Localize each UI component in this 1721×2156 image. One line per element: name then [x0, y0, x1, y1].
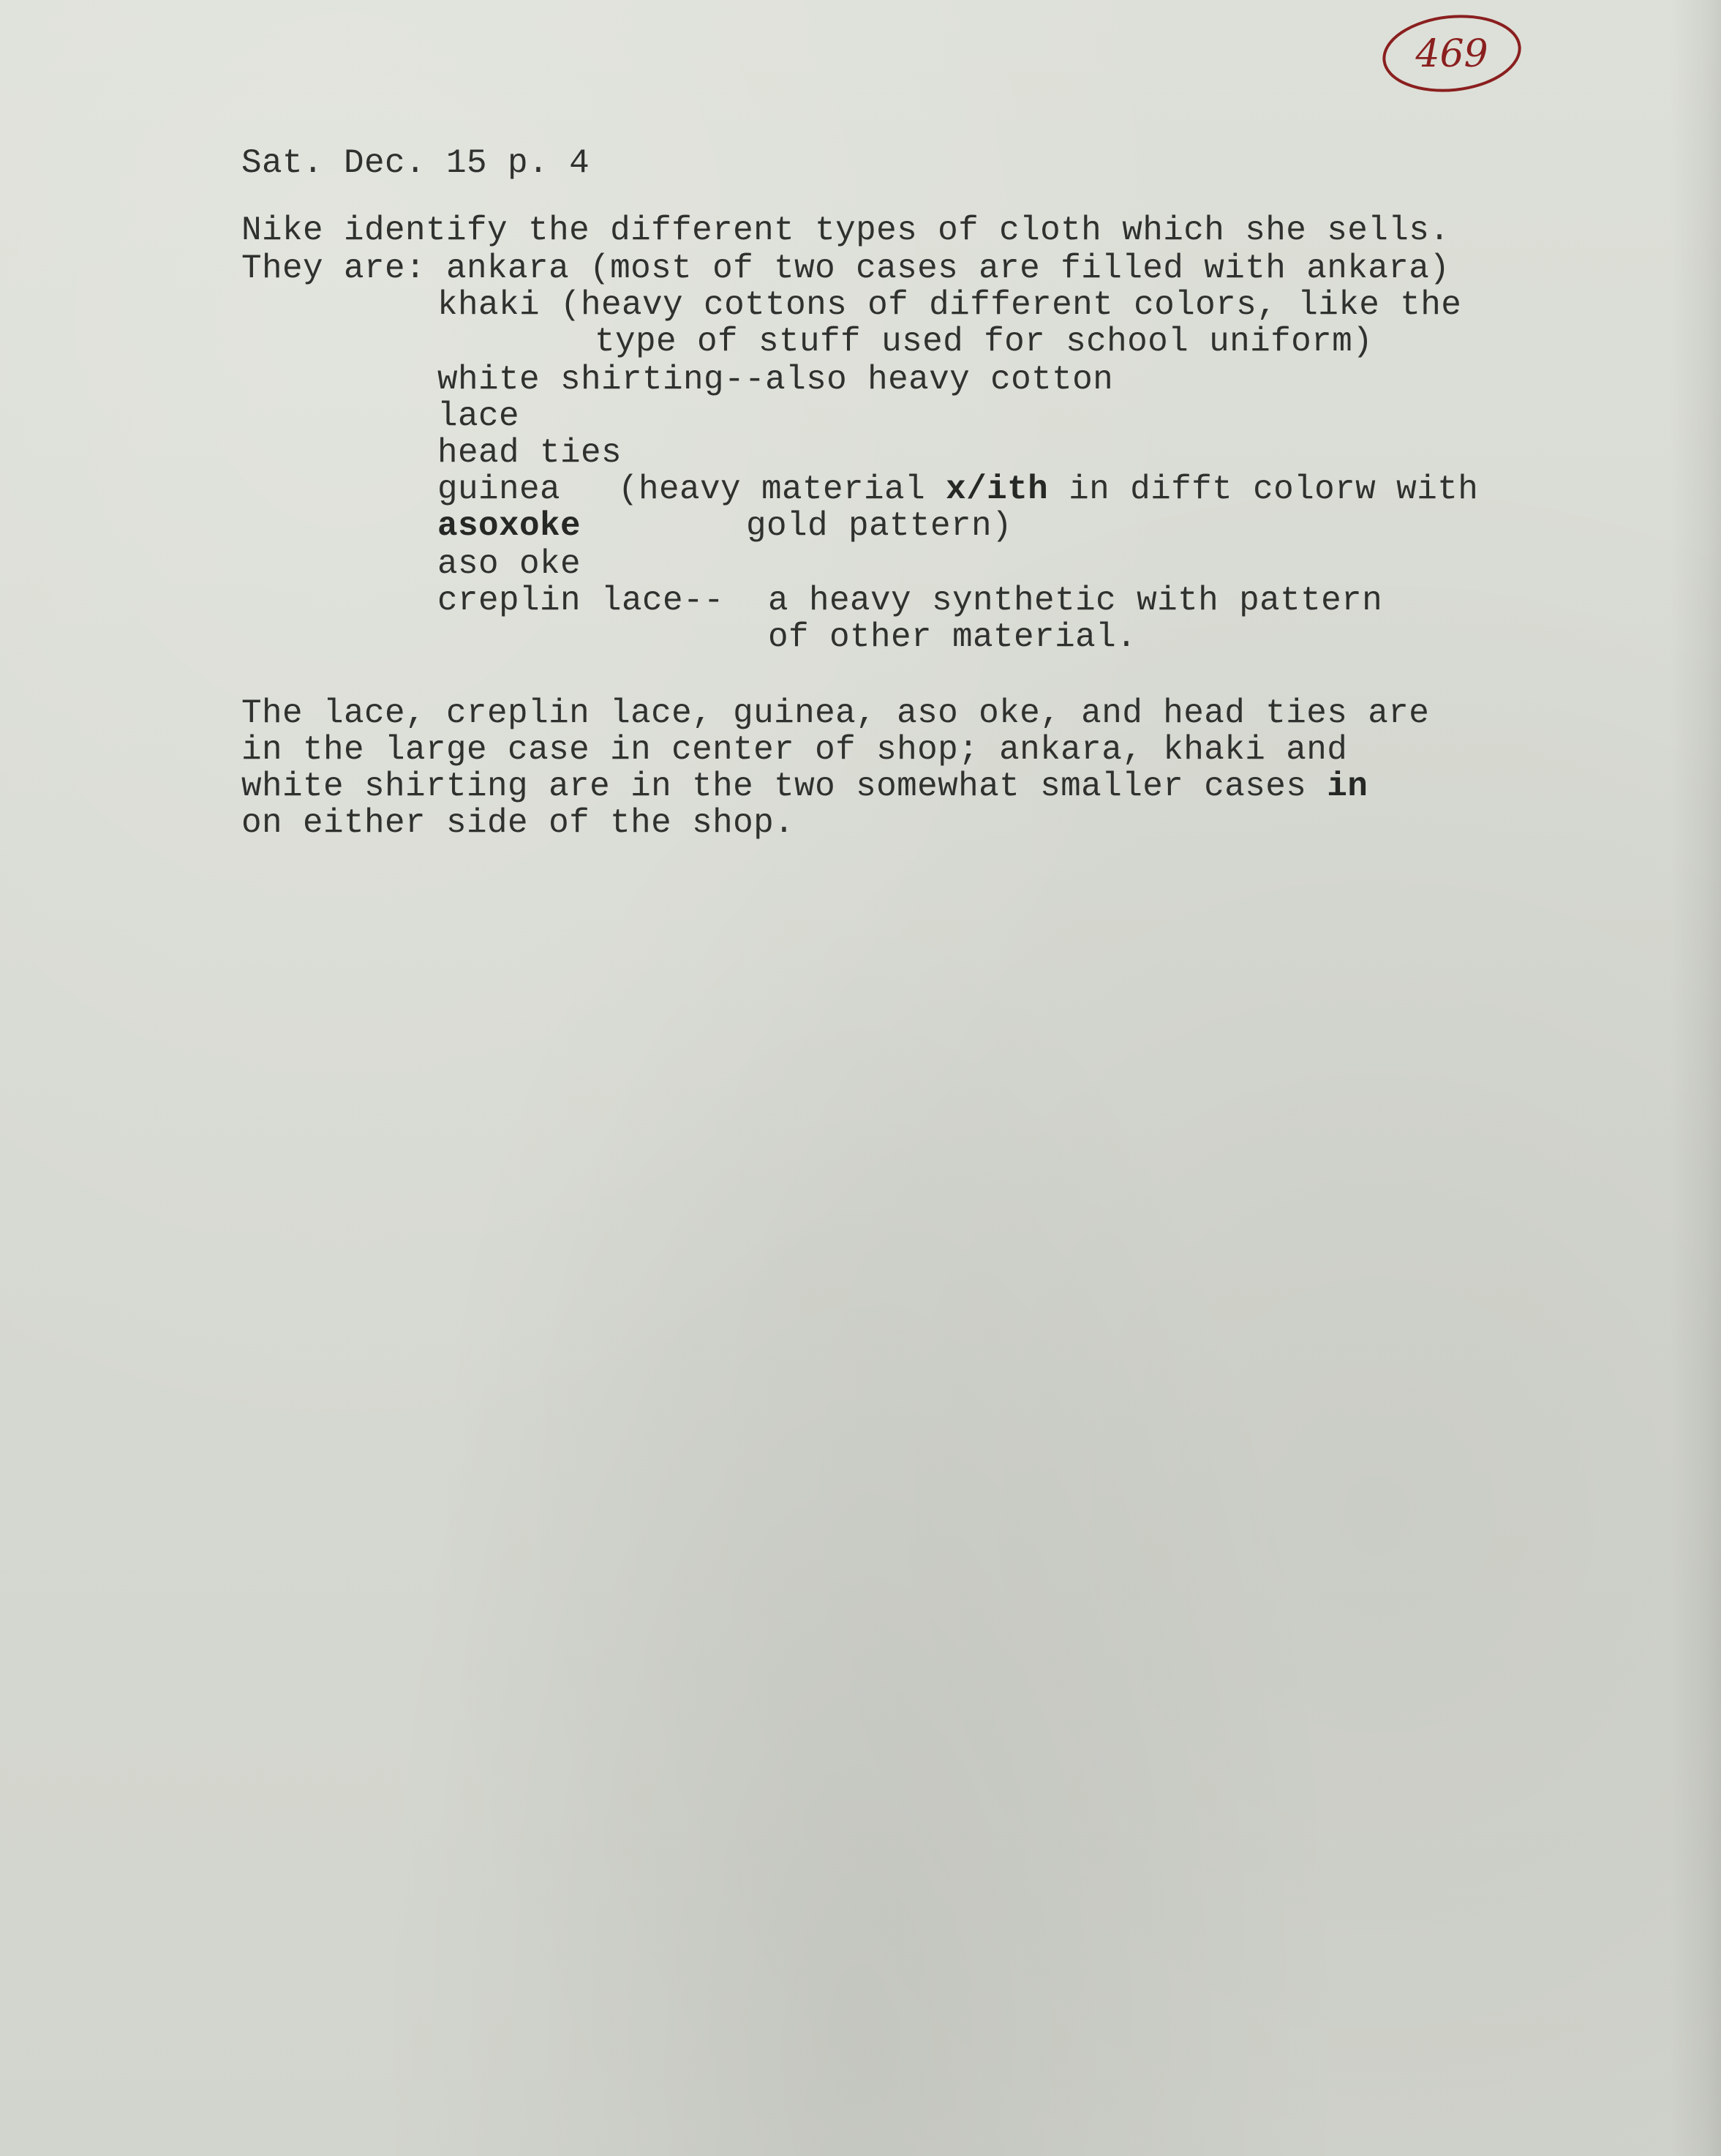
list-item-khaki-cont: type of stuff used for school uniform)	[595, 323, 1374, 361]
creplin-description-cont: of other material.	[768, 618, 1137, 656]
closing-line-1: The lace, creplin lace, guinea, aso oke, and head ties are	[241, 694, 1430, 732]
page-edge-shadow	[1670, 0, 1721, 2156]
closing-line-2: in the large case in center of shop; ankara, khaki and	[241, 731, 1348, 769]
guinea-desc-end: in difft colorw with	[1048, 470, 1479, 508]
page-number-annotation	[1379, 11, 1525, 99]
closing-line-4: on either side of the shop.	[241, 804, 795, 842]
struck-out-word: x/ith	[946, 470, 1049, 508]
list-item-aso-oke: aso oke	[437, 545, 581, 583]
guinea-desc-start: (heavy material	[618, 470, 946, 508]
list-item-lace: lace	[437, 397, 520, 435]
circled-page-number	[1379, 11, 1525, 99]
intro-line-1: Nike identify the different types of cloth which she sells.	[241, 211, 1450, 249]
struck-out-in: in	[1327, 767, 1368, 805]
list-item-head-ties: head ties	[437, 434, 622, 472]
intro-they-are: They are:	[241, 249, 447, 288]
intro-line-2	[241, 250, 1450, 287]
guinea-description	[618, 471, 1478, 508]
closing-line-3-text: white shirting are in the two somewhat smaller cases	[241, 767, 1328, 805]
creplin-description: a heavy synthetic with pattern	[768, 582, 1383, 620]
list-item-ankara: ankara (most of two cases are filled with ankara)	[446, 249, 1450, 288]
list-item-white-shirting: white shirting--also heavy cotton	[437, 361, 1114, 399]
closing-line-3	[241, 768, 1368, 805]
date-line: Sat. Dec. 15 p. 4	[241, 144, 590, 182]
page-number-text: 469	[1415, 32, 1488, 76]
list-item-guinea: guinea	[437, 470, 561, 508]
struck-out-line: asoxoke	[437, 507, 581, 545]
list-item-creplin-lace: creplin lace--	[437, 582, 725, 620]
guinea-description-cont: gold pattern)	[746, 507, 1013, 545]
list-item-khaki: khaki (heavy cottons of different colors, like the	[437, 286, 1462, 324]
